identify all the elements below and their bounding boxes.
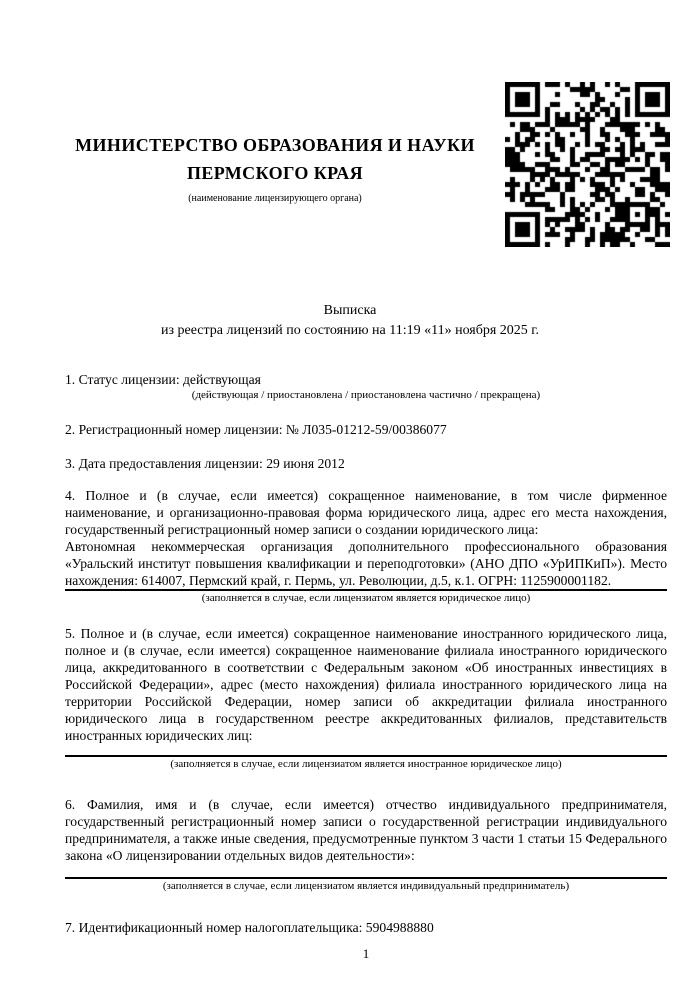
item-7-taxpayer-number: 7. Идентификационный номер налогоплательщика: 5904988880 xyxy=(65,920,434,935)
item-5-question: 5. Полное и (в случае, если имеется) сокращенное наименование иностранного юридического лица, полное и (в случае, если имеется) сокращенное наименование филиала иностранного юридического лица, аккредитованного в соответствии с Федеральным законом «Об иностранных инвестициях в Российской Федерации», адрес (место нахождения) филиала иностранного юридического лица на территории Российской Федерации, номер записи об аккредитации филиала иностранного юридического лица в государственном реестре аккредитованных филиалов, представительств иностранных юридических лиц: xyxy=(65,626,667,743)
item-5-caption: (заполняется в случае, если лицензиатом является иностранное юридическое лицо) xyxy=(170,758,562,770)
document-title-line2: из реестра лицензий по состоянию на 11:19 «11» ноября 2025 г. xyxy=(161,323,539,338)
ministry-name-line1: МИНИСТЕРСТВО ОБРАЗОВАНИЯ И НАУКИ xyxy=(75,135,475,155)
page-number: 1 xyxy=(362,946,370,961)
item-4-answer: Автономная некоммерческая организация дополнительного профессионального образования «Уральский институт повышения квалификации и переподготовки» (АНО ДПО «УрИПКиП»). Место нахождения: 614007, Пермский край, г. Пермь, ул. Революции, д.5, к.1. ОГРН: 1125900001182. xyxy=(65,539,667,588)
document-title xyxy=(0,301,700,341)
item-5-blank-answer xyxy=(65,744,667,755)
item-5-foreign-entity xyxy=(65,625,667,772)
item-6-caption: (заполняется в случае, если лицензиатом является индивидуальный предприниматель) xyxy=(162,880,570,892)
item-2-registration-number: 2. Регистрационный номер лицензии: № Л035-01212-59/00386077 xyxy=(65,422,447,437)
document-body xyxy=(65,363,667,962)
item-1-license-status: 1. Статус лицензии: действующая xyxy=(65,372,261,387)
qr-code xyxy=(505,82,670,247)
item-1-caption: (действующая / приостановлена / приостановлена частично / прекращена) xyxy=(191,389,541,401)
licensing-authority-header xyxy=(60,131,490,205)
item-6-blank-answer xyxy=(65,864,667,877)
item-4-question: 4. Полное и (в случае, если имеется) сокращенное наименование, в том числе фирменное наименование, и организационно-правовая форма юридического лица, адрес его места нахождения, государственный регистрационный номер записи о создании юридического лица: xyxy=(65,488,667,537)
item-3-grant-date: 3. Дата предоставления лицензии: 29 июня 2012 xyxy=(65,456,345,471)
ministry-name-line2: ПЕРМСКОГО КРАЯ xyxy=(186,163,364,183)
document-title-line1: Выписка xyxy=(323,303,377,318)
ministry-name-caption: (наименование лицензирующего органа) xyxy=(188,193,362,204)
item-6-question: 6. Фамилия, имя и (в случае, если имеется) отчество индивидуального предпринимателя, государственный регистрационный номер записи о государственной регистрации индивидуального предпринимателя, а также иные сведения, предусмотренные пунктом 3 части 1 статьи 15 Федерального закона «О лицензировании отдельных видов деятельности»: xyxy=(65,797,667,863)
item-4-legal-entity xyxy=(65,487,667,606)
item-6-individual-entrepreneur xyxy=(65,796,667,894)
item-4-caption: (заполняется в случае, если лицензиатом является юридическое лицо) xyxy=(201,592,531,604)
